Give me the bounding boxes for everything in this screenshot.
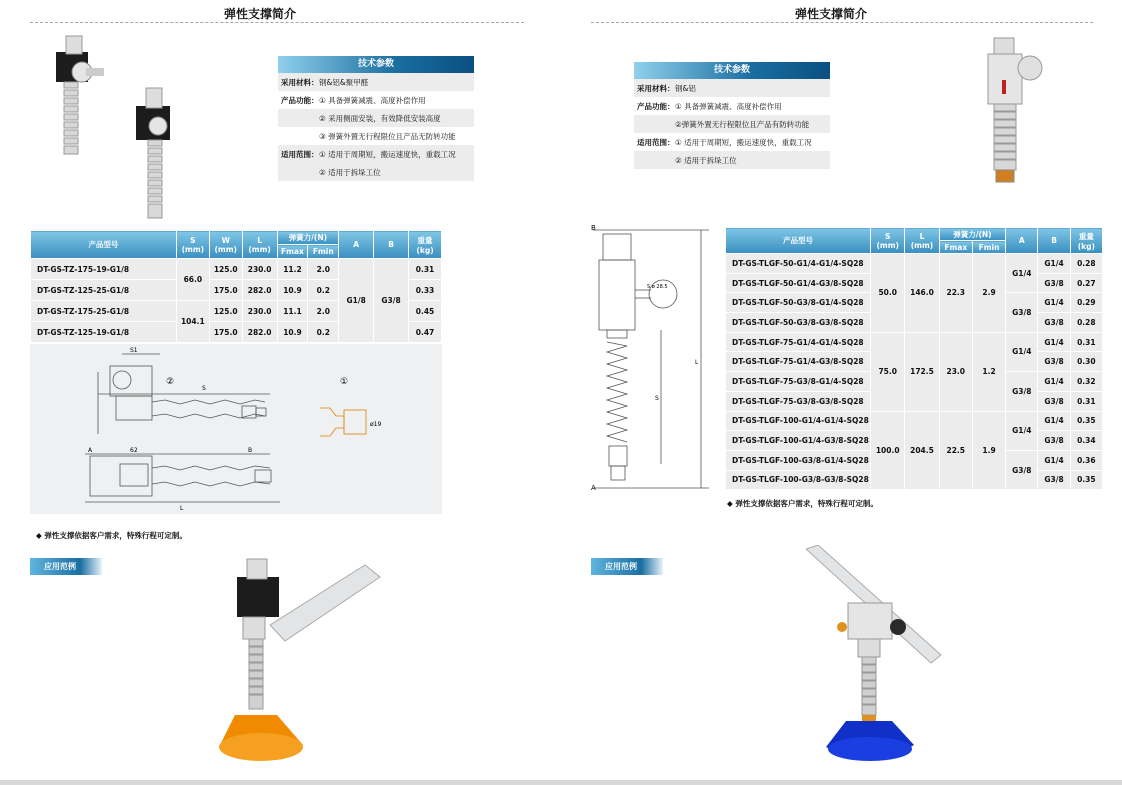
cell-weight: 0.34 xyxy=(1070,431,1102,451)
spec-material-row xyxy=(278,73,474,91)
spec-scope-row xyxy=(634,133,830,151)
col-s: S (mm) xyxy=(176,231,209,259)
custom-note: ◆ 弹性支撑依据客户需求，特殊行程可定制。 xyxy=(727,499,878,508)
dim-a: A xyxy=(88,447,93,454)
cell-fmax: 22.5 xyxy=(939,411,972,490)
cell-weight: 0.31 xyxy=(1070,332,1102,352)
dim-l: L xyxy=(180,505,184,512)
cell-b: G3/8 xyxy=(1038,391,1070,411)
dim-sr: S ø 28.5 xyxy=(647,284,668,290)
cell-l: 146.0 xyxy=(905,254,939,333)
cell-s: 66.0 xyxy=(176,259,209,301)
col-b: B xyxy=(374,231,409,259)
col-s: S (mm) xyxy=(871,228,905,254)
application-example-label: 应用范例 xyxy=(591,558,663,575)
page-title: 弹性支撑简介 xyxy=(223,7,296,21)
cell-b: G3/8 xyxy=(1038,352,1070,372)
col-w: W (mm) xyxy=(209,231,242,259)
col-fmin: Fmin xyxy=(308,245,339,259)
col-a: A xyxy=(339,231,374,259)
cell-w: 175.0 xyxy=(209,280,242,301)
col-fmax: Fmax xyxy=(939,241,972,254)
cell-l: 282.0 xyxy=(242,280,277,301)
function-item: ① 具备弹簧减震、高度补偿作用 xyxy=(319,95,426,105)
cell-fmax: 10.9 xyxy=(277,322,308,343)
cell-b: G1/4 xyxy=(1038,254,1070,274)
cell-weight: 0.33 xyxy=(409,280,442,301)
cell-a: G1/4 xyxy=(1006,332,1038,371)
scope-item: ① 适用于周期短，搬运速度快，重载工况 xyxy=(319,149,456,159)
cell-model: DT-GS-TLGF-50-G1/4-G3/8-SQ28 xyxy=(726,273,871,293)
spec-table xyxy=(725,227,1103,490)
callout-1: ① xyxy=(340,377,349,387)
cell-a: G3/8 xyxy=(1006,372,1038,411)
function-label: 产品功能： xyxy=(281,95,319,105)
cell-b: G1/4 xyxy=(1038,450,1070,470)
col-l: L (mm) xyxy=(905,228,939,254)
spec-scope-row xyxy=(278,163,474,181)
function-item: ② 采用侧面安装，有效降低安装高度 xyxy=(319,113,441,123)
page-footer-bar xyxy=(0,780,1122,785)
cell-s: 50.0 xyxy=(871,254,905,333)
material-label: 采用材料： xyxy=(637,83,675,93)
cell-l: 230.0 xyxy=(242,301,277,322)
spec-header: 技术参数 xyxy=(634,62,830,79)
cell-b: G1/4 xyxy=(1038,332,1070,352)
cell-model: DT-GS-TLGF-100-G1/4-G3/8-SQ28 xyxy=(726,431,871,451)
cell-fmax: 11.1 xyxy=(277,301,308,322)
table-row xyxy=(726,332,1103,352)
cell-model: DT-GS-TZ-125-25-G1/8 xyxy=(31,280,177,301)
cell-b: G3/8 xyxy=(374,259,409,343)
col-force: 弹簧力/(N) xyxy=(939,228,1006,241)
table-row xyxy=(31,259,442,280)
function-label: 产品功能： xyxy=(637,101,675,111)
cell-model: DT-GS-TLGF-75-G1/4-G1/4-SQ28 xyxy=(726,332,871,352)
spec-scope-row xyxy=(634,151,830,169)
right-page xyxy=(561,0,1122,780)
cell-a: G1/4 xyxy=(1006,254,1038,293)
cell-fmax: 11.2 xyxy=(277,259,308,280)
cell-a: G1/4 xyxy=(1006,411,1038,450)
dim-b: B xyxy=(248,447,253,454)
cell-fmax: 10.9 xyxy=(277,280,308,301)
cell-s: 104.1 xyxy=(176,301,209,343)
custom-note: ◆ 弹性支撑依据客户需求，特殊行程可定制。 xyxy=(36,531,187,540)
cell-b: G1/4 xyxy=(1038,293,1070,313)
spec-box xyxy=(634,62,830,169)
cell-weight: 0.32 xyxy=(1070,372,1102,392)
spec-scope-row xyxy=(278,145,474,163)
cell-a: G3/8 xyxy=(1006,293,1038,332)
material-value: 钢&铝&聚甲醛 xyxy=(319,77,369,87)
cell-model: DT-GS-TLGF-100-G3/8-G3/8-SQ28 xyxy=(726,470,871,490)
function-item: ① 具备弹簧减震、高度补偿作用 xyxy=(675,101,782,111)
application-image xyxy=(215,555,390,775)
col-weight: 重量 (kg) xyxy=(1070,228,1102,254)
cell-s: 75.0 xyxy=(871,332,905,411)
cell-model: DT-GS-TLGF-50-G3/8-G1/4-SQ28 xyxy=(726,293,871,313)
cell-model: DT-GS-TLGF-100-G1/4-G1/4-SQ28 xyxy=(726,411,871,431)
cell-l: 282.0 xyxy=(242,322,277,343)
dim-d19: ø19 xyxy=(370,421,382,428)
cell-l: 230.0 xyxy=(242,259,277,280)
cell-weight: 0.31 xyxy=(1070,391,1102,411)
col-l: L (mm) xyxy=(242,231,277,259)
dim-62: 62 xyxy=(130,447,138,454)
cell-weight: 0.35 xyxy=(1070,470,1102,490)
cell-weight: 0.30 xyxy=(1070,352,1102,372)
cell-model: DT-GS-TLGF-100-G3/8-G1/4-SQ28 xyxy=(726,450,871,470)
cell-w: 175.0 xyxy=(209,322,242,343)
scope-item: ② 适用于拆垛工位 xyxy=(319,167,381,177)
technical-drawing xyxy=(30,344,442,514)
cell-fmin: 2.0 xyxy=(308,301,339,322)
cell-l: 204.5 xyxy=(905,411,939,490)
dim-s: S xyxy=(655,395,659,402)
cell-weight: 0.31 xyxy=(409,259,442,280)
spec-box xyxy=(278,56,474,181)
cell-l: 172.5 xyxy=(905,332,939,411)
cell-b: G3/8 xyxy=(1038,470,1070,490)
dim-b: B xyxy=(591,224,596,232)
cell-a: G1/8 xyxy=(339,259,374,343)
cell-a: G3/8 xyxy=(1006,450,1038,489)
scope-label: 适用范围： xyxy=(281,149,319,159)
cell-model: DT-GS-TZ-125-19-G1/8 xyxy=(31,322,177,343)
cell-weight: 0.28 xyxy=(1070,254,1102,274)
application-image xyxy=(806,545,1006,770)
dim-l: L xyxy=(695,359,699,366)
cell-weight: 0.27 xyxy=(1070,273,1102,293)
col-weight: 重量 (kg) xyxy=(409,231,442,259)
title-divider xyxy=(591,22,1093,23)
product-image xyxy=(966,34,1046,194)
product-image xyxy=(50,30,190,225)
cell-b: G3/8 xyxy=(1038,431,1070,451)
spec-material-row xyxy=(634,79,830,97)
spec-function-row xyxy=(278,109,474,127)
col-force: 弹簧力/(N) xyxy=(277,231,339,245)
cell-weight: 0.35 xyxy=(1070,411,1102,431)
left-page xyxy=(0,0,561,780)
cell-model: DT-GS-TZ-175-25-G1/8 xyxy=(31,301,177,322)
table-row xyxy=(726,411,1103,431)
spec-function-row xyxy=(278,91,474,109)
cell-b: G1/4 xyxy=(1038,411,1070,431)
cell-w: 125.0 xyxy=(209,301,242,322)
dim-s1: S1 xyxy=(130,347,138,354)
col-fmin: Fmin xyxy=(972,241,1005,254)
material-value: 钢&铝 xyxy=(675,83,696,93)
scope-item: ① 适用于周期短，搬运速度快，重载工况 xyxy=(675,137,812,147)
scope-item: ② 适用于拆垛工位 xyxy=(675,155,737,165)
cell-fmin: 0.2 xyxy=(308,322,339,343)
col-a: A xyxy=(1006,228,1038,254)
col-model: 产品型号 xyxy=(31,231,177,259)
spec-function-row xyxy=(634,97,830,115)
cell-b: G3/8 xyxy=(1038,313,1070,333)
cell-model: DT-GS-TLGF-75-G3/8-G3/8-SQ28 xyxy=(726,391,871,411)
cell-fmin: 1.2 xyxy=(972,332,1005,411)
cell-fmin: 2.0 xyxy=(308,259,339,280)
cell-model: DT-GS-TLGF-50-G1/4-G1/4-SQ28 xyxy=(726,254,871,274)
cell-model: DT-GS-TLGF-75-G1/4-G3/8-SQ28 xyxy=(726,352,871,372)
function-item: ②弹簧外置无行程限位且产品有防转功能 xyxy=(675,119,810,129)
cell-model: DT-GS-TZ-175-19-G1/8 xyxy=(31,259,177,280)
cell-fmax: 22.3 xyxy=(939,254,972,333)
title-divider xyxy=(30,22,524,23)
cell-w: 125.0 xyxy=(209,259,242,280)
page-title: 弹性支撑简介 xyxy=(794,7,867,21)
cell-model: DT-GS-TLGF-75-G3/8-G1/4-SQ28 xyxy=(726,372,871,392)
cell-b: G3/8 xyxy=(1038,273,1070,293)
cell-weight: 0.45 xyxy=(409,301,442,322)
function-item: ③ 弹簧外置无行程限位且产品无防转功能 xyxy=(319,131,456,141)
col-fmax: Fmax xyxy=(277,245,308,259)
technical-drawing xyxy=(589,224,724,494)
spec-header: 技术参数 xyxy=(278,56,474,73)
spec-function-row xyxy=(634,115,830,133)
cell-weight: 0.28 xyxy=(1070,313,1102,333)
spec-table xyxy=(30,230,442,343)
cell-model: DT-GS-TLGF-50-G3/8-G3/8-SQ28 xyxy=(726,313,871,333)
cell-weight: 0.47 xyxy=(409,322,442,343)
cell-fmin: 0.2 xyxy=(308,280,339,301)
scope-label: 适用范围： xyxy=(637,137,675,147)
cell-fmax: 23.0 xyxy=(939,332,972,411)
cell-b: G1/4 xyxy=(1038,372,1070,392)
col-model: 产品型号 xyxy=(726,228,871,254)
application-example-label: 应用范例 xyxy=(30,558,102,575)
cell-s: 100.0 xyxy=(871,411,905,490)
cell-fmin: 2.9 xyxy=(972,254,1005,333)
dim-a: A xyxy=(591,484,596,492)
dim-s: S xyxy=(202,385,206,392)
callout-2: ② xyxy=(166,377,175,387)
cell-fmin: 1.9 xyxy=(972,411,1005,490)
cell-weight: 0.29 xyxy=(1070,293,1102,313)
spec-function-row xyxy=(278,127,474,145)
col-b: B xyxy=(1038,228,1070,254)
cell-weight: 0.36 xyxy=(1070,450,1102,470)
table-row xyxy=(726,254,1103,274)
material-label: 采用材料： xyxy=(281,77,319,87)
